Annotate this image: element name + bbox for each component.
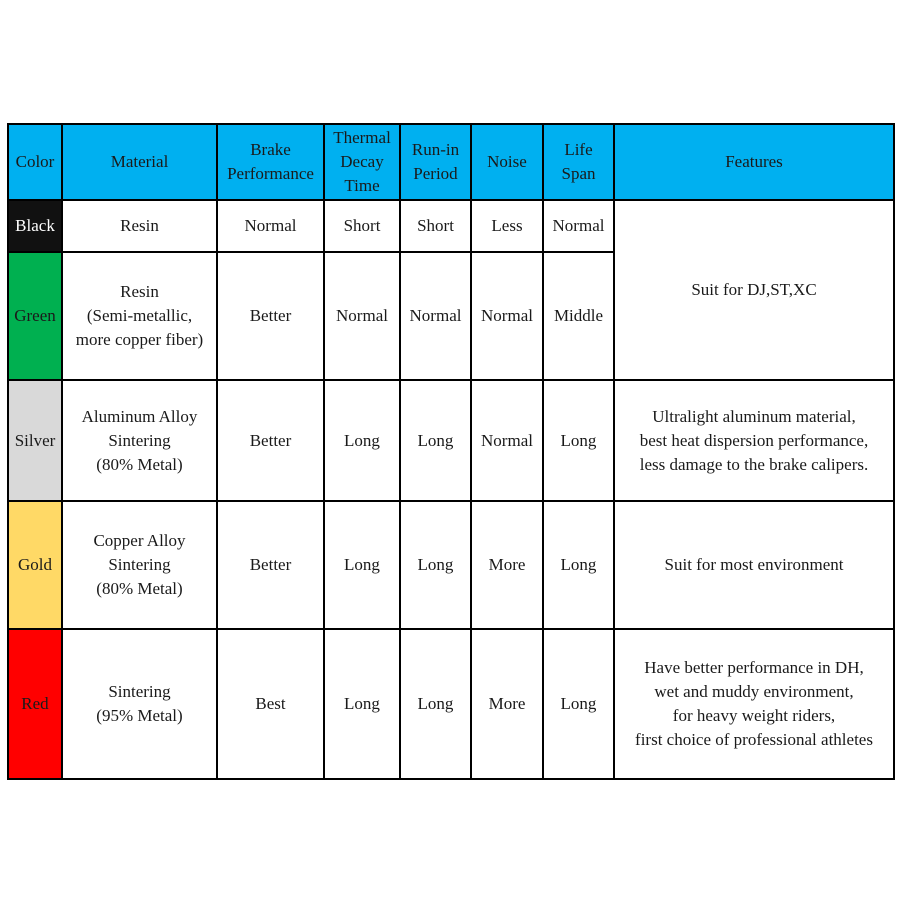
life-span-cell: Normal [543, 200, 614, 252]
run-in-cell: Long [400, 629, 471, 779]
run-in-cell: Long [400, 380, 471, 501]
table-row [8, 200, 894, 252]
header-features: Features [614, 124, 894, 200]
life-span-cell: Middle [543, 252, 614, 380]
noise-cell: Normal [471, 380, 543, 501]
color-cell-green: Green [8, 252, 62, 380]
noise-cell: More [471, 501, 543, 629]
run-in-cell: Short [400, 200, 471, 252]
life-span-cell: Long [543, 501, 614, 629]
brake-cell: Better [217, 501, 324, 629]
table-row [8, 380, 894, 501]
material-cell: Aluminum Alloy Sintering (80% Metal) [62, 380, 217, 501]
header-brake-performance: Brake Performance [217, 124, 324, 200]
brake-cell: Better [217, 252, 324, 380]
noise-cell: Normal [471, 252, 543, 380]
run-in-cell: Normal [400, 252, 471, 380]
header-life-span: Life Span [543, 124, 614, 200]
thermal-cell: Long [324, 629, 400, 779]
features-cell: Suit for most environment [614, 501, 894, 629]
thermal-cell: Short [324, 200, 400, 252]
color-cell-red: Red [8, 629, 62, 779]
header-material: Material [62, 124, 217, 200]
run-in-cell: Long [400, 501, 471, 629]
material-cell: Resin [62, 200, 217, 252]
material-cell: Copper Alloy Sintering (80% Metal) [62, 501, 217, 629]
material-cell: Sintering (95% Metal) [62, 629, 217, 779]
material-cell: Resin (Semi-metallic, more copper fiber) [62, 252, 217, 380]
color-cell-black: Black [8, 200, 62, 252]
brake-cell: Normal [217, 200, 324, 252]
thermal-cell: Long [324, 380, 400, 501]
header-row [8, 124, 894, 200]
noise-cell: More [471, 629, 543, 779]
life-span-cell: Long [543, 629, 614, 779]
color-cell-gold: Gold [8, 501, 62, 629]
features-cell: Ultralight aluminum material, best heat dispersion performance, less damage to the brake calipers. [614, 380, 894, 501]
features-cell-shared: Suit for DJ,ST,XC [614, 200, 894, 380]
brake-cell: Better [217, 380, 324, 501]
header-color: Color [8, 124, 62, 200]
noise-cell: Less [471, 200, 543, 252]
header-run-in-period: Run-in Period [400, 124, 471, 200]
features-cell: Have better performance in DH, wet and muddy environment, for heavy weight riders, first choice of professional athletes [614, 629, 894, 779]
thermal-cell: Long [324, 501, 400, 629]
table-row [8, 629, 894, 779]
header-noise: Noise [471, 124, 543, 200]
life-span-cell: Long [543, 380, 614, 501]
header-thermal-decay-time: Thermal Decay Time [324, 124, 400, 200]
brake-cell: Best [217, 629, 324, 779]
thermal-cell: Normal [324, 252, 400, 380]
table-row [8, 501, 894, 629]
brake-pad-comparison-table [7, 123, 895, 780]
color-cell-silver: Silver [8, 380, 62, 501]
